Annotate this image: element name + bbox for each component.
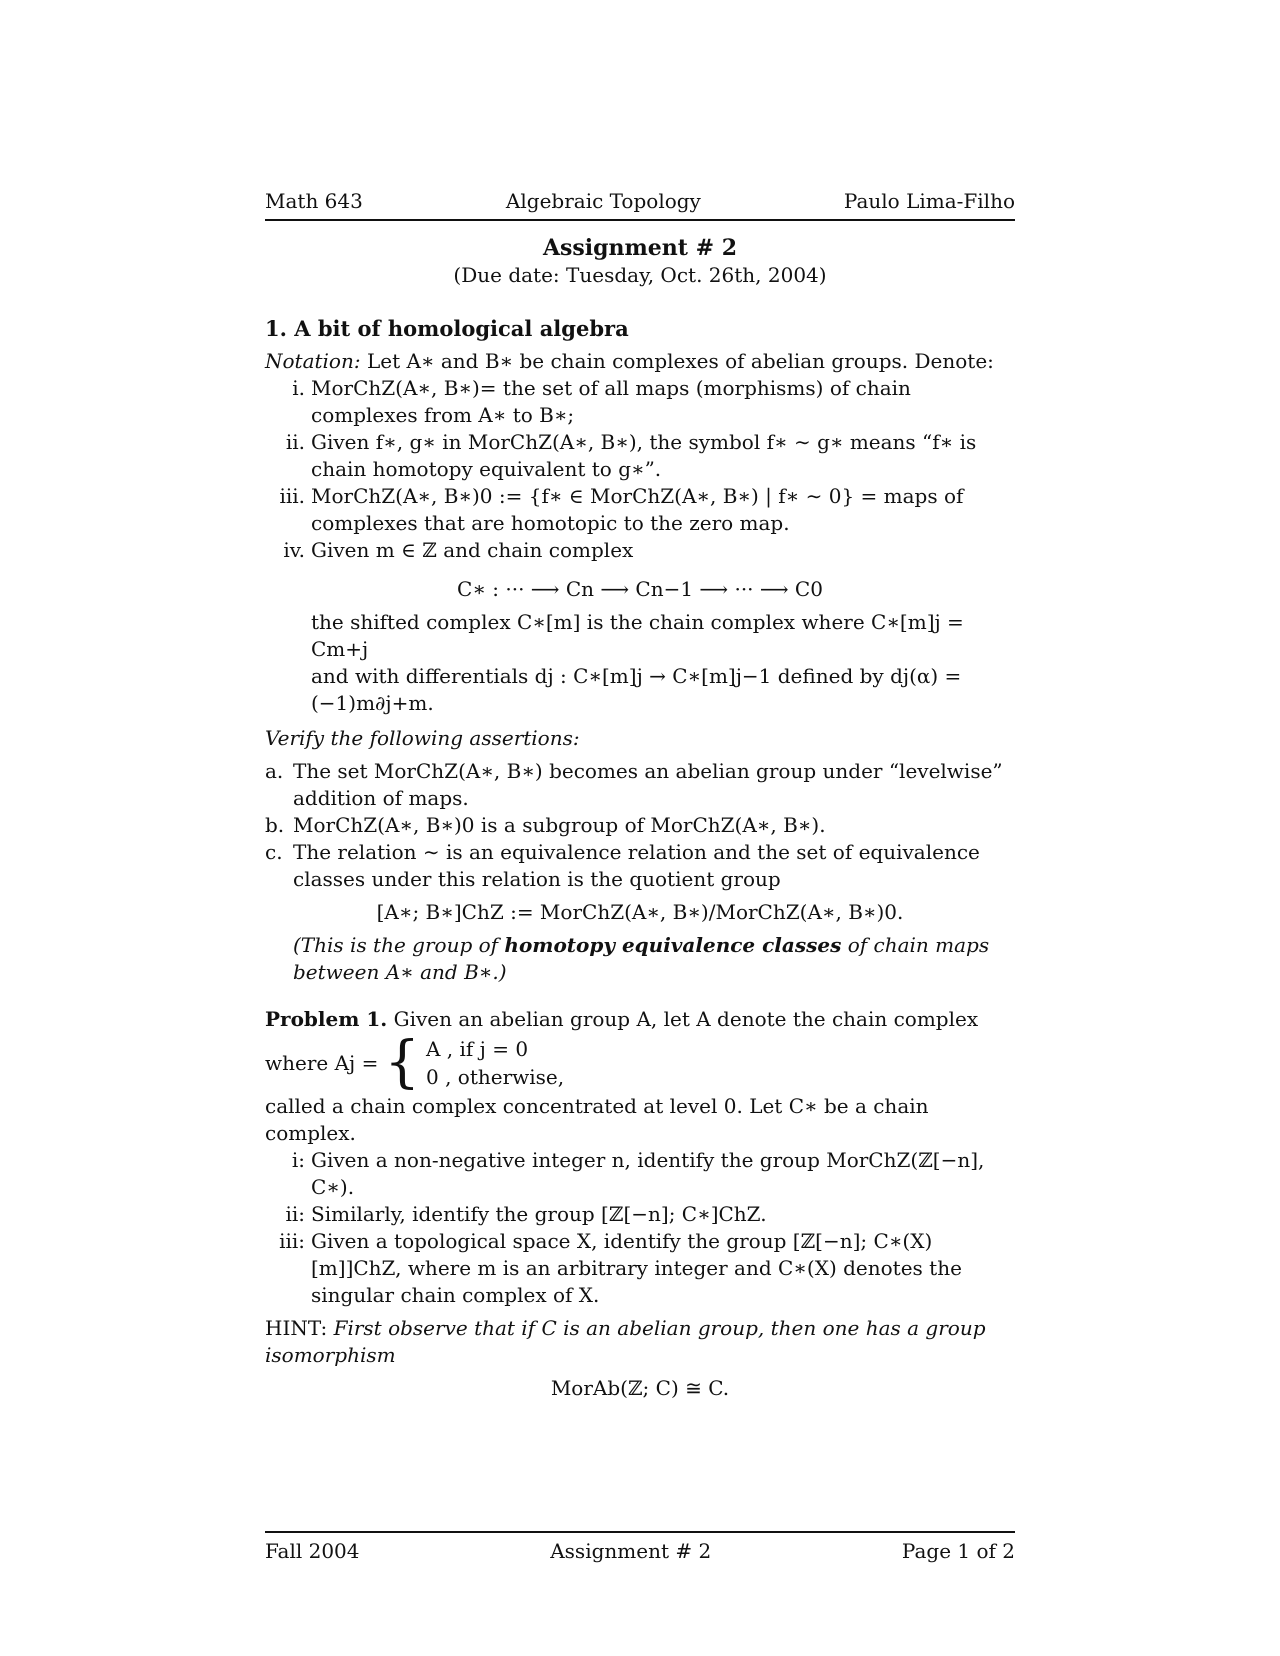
hint-text: First observe that if C is an abelian group, then one has a group isomorphism <box>265 1316 986 1367</box>
remark-paragraph <box>265 932 1015 986</box>
hint-label: HINT: <box>265 1316 328 1340</box>
footer-title: Assignment # 2 <box>550 1539 712 1563</box>
page-footer <box>265 1531 1015 1563</box>
chain-complex-sequence: C∗ : ··· ⟶ Cn ⟶ Cn−1 ⟶ ··· ⟶ C0 <box>457 577 823 601</box>
case-2: 0 , otherwise, <box>426 1065 565 1089</box>
item-text: MorChZ(A∗, B∗)= the set of all maps (morphisms) of chain complexes from A∗ to B∗; <box>311 376 911 427</box>
notation-item <box>265 375 1015 429</box>
notation-paragraph <box>265 348 1015 375</box>
page-header <box>265 188 1015 221</box>
assignment-title: Assignment # 2 <box>542 235 738 261</box>
problem-item-text: Similarly, identify the group [ℤ[−n]; C∗]ChZ. <box>311 1202 767 1226</box>
item-label: iv. <box>283 538 305 562</box>
page-body <box>265 188 1015 1408</box>
item-label: i. <box>292 376 305 400</box>
problem-intro <box>265 1006 1015 1033</box>
shifted-line-2: and with differentials dj : C∗[m]j → C∗[m]j−1 defined by dj(α) = (−1)m∂j+m. <box>311 664 962 715</box>
footer-term: Fall 2004 <box>265 1539 360 1563</box>
assertion-label: a. <box>265 759 284 783</box>
footer-page: Page 1 of 2 <box>901 1539 1015 1563</box>
notation-item <box>265 483 1015 537</box>
verify-heading: Verify the following assertions: <box>265 726 580 750</box>
section-heading: 1. A bit of homological algebra <box>265 316 629 341</box>
remark-bold: homotopy equivalence classes <box>504 933 842 957</box>
item-label: ii. <box>285 430 305 454</box>
assertion-text: MorChZ(A∗, B∗)0 is a subgroup of MorChZ(A∗, B∗). <box>293 813 826 837</box>
instructor-name: Paulo Lima-Filho <box>843 189 1015 213</box>
where-text: where Aj = <box>265 1050 379 1075</box>
shifted-complex-definition <box>265 609 1015 717</box>
case-1: A , if j = 0 <box>426 1037 529 1061</box>
assertion-label: b. <box>265 813 285 837</box>
left-brace-icon: { <box>384 1030 420 1095</box>
problem-item <box>265 1201 1015 1228</box>
notation-label: Notation: <box>265 349 361 373</box>
item-text: Given f∗, g∗ in MorChZ(A∗, B∗), the symbol f∗ ∼ g∗ means “f∗ is chain homotopy equivalent to g∗”. <box>311 430 977 481</box>
problem-after-text: called a chain complex concentrated at level 0. Let C∗ be a chain complex. <box>265 1094 929 1145</box>
item-text: Given m ∈ ℤ and chain complex <box>311 538 634 562</box>
notation-item <box>265 537 1015 564</box>
remark-part-1: (This is the group of <box>293 933 505 957</box>
problem-item-text: Given a topological space X, identify the group [ℤ[−n]; C∗(X)[m]]ChZ, where m is an arbitrary integer and C∗(X) denotes the singular chain complex of X. <box>311 1229 962 1307</box>
assertion-item <box>265 839 1015 893</box>
course-title: Algebraic Topology <box>505 189 701 213</box>
problem-item <box>265 1228 1015 1309</box>
problem-item-text: Given a non-negative integer n, identify the group MorChZ(ℤ[−n], C∗). <box>311 1148 985 1199</box>
problem-item-label: ii: <box>285 1202 305 1226</box>
hint-paragraph <box>265 1315 1015 1369</box>
due-date: (Due date: Tuesday, Oct. 26th, 2004) <box>453 263 827 287</box>
item-label: iii. <box>279 484 305 508</box>
problem-intro-text: Given an abelian group A, let A denote the chain complex <box>387 1007 979 1031</box>
assertion-text: The set MorChZ(A∗, B∗) becomes an abelian group under “levelwise” addition of maps. <box>293 759 1003 810</box>
quotient-formula: [A∗; B∗]ChZ := MorChZ(A∗, B∗)/MorChZ(A∗, B∗)0. <box>376 900 904 924</box>
hint-formula: MorAb(ℤ; C) ≅ C. <box>550 1376 730 1400</box>
shifted-line-1: the shifted complex C∗[m] is the chain complex where C∗[m]j = Cm+j <box>311 610 964 661</box>
assertion-text: The relation ∼ is an equivalence relation and the set of equivalence classes under this relation is the quotient group <box>293 840 980 891</box>
problem-label: Problem 1. <box>265 1007 388 1031</box>
problem-item-label: iii: <box>279 1229 305 1253</box>
notation-text: Let A∗ and B∗ be chain complexes of abelian groups. Denote: <box>360 349 994 373</box>
course-number: Math 643 <box>265 189 363 213</box>
problem-item-label: i: <box>291 1148 305 1172</box>
remark-part-2: of chain maps between A∗ and B∗.) <box>293 933 990 984</box>
piecewise-definition <box>265 1030 1015 1095</box>
problem-item <box>265 1147 1015 1201</box>
cases <box>426 1035 564 1091</box>
assertion-label: c. <box>265 840 283 864</box>
notation-item <box>265 429 1015 483</box>
assertion-item <box>265 812 1015 839</box>
item-text: MorChZ(A∗, B∗)0 := {f∗ ∈ MorChZ(A∗, B∗) | f∗ ∼ 0} = maps of complexes that are homotopic to the zero map. <box>311 484 964 535</box>
assertion-item <box>265 758 1015 812</box>
